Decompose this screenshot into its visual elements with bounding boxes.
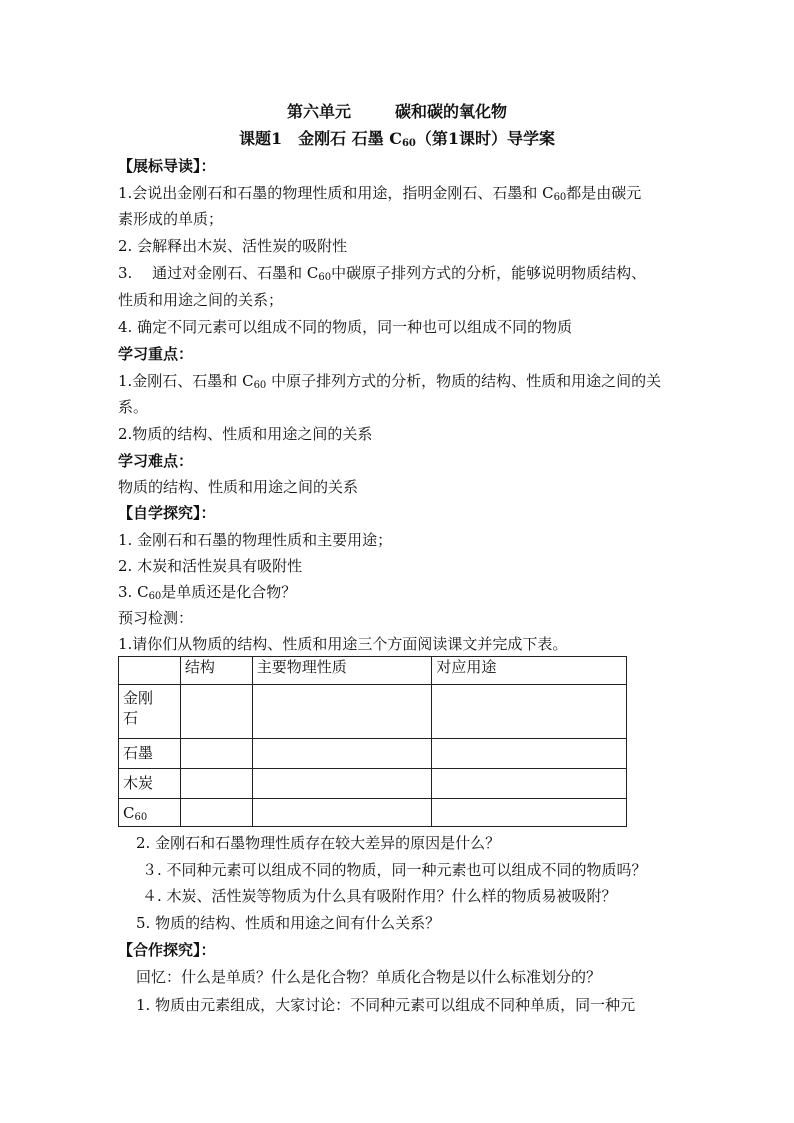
table-row-label: 石墨 [119, 739, 181, 769]
goal-2: 2. 会解释出木炭、活性炭的吸附性 [118, 237, 348, 255]
preview-check-label: 预习检测： [118, 609, 194, 627]
goal-4: 4. 确定不同元素可以组成不同的物质，同一种也可以组成不同的物质 [118, 318, 573, 336]
table-cell[interactable] [432, 769, 627, 799]
table-row-label: 木炭 [119, 769, 181, 799]
table-row [119, 799, 627, 827]
table-cell[interactable] [180, 685, 252, 739]
lesson-title-main: 课题1 金刚石 石墨 C [238, 129, 402, 148]
table-header-cell [119, 657, 181, 685]
section-hezuo: 【合作探究】： [118, 941, 216, 959]
section-nandian: 学习难点： [118, 452, 194, 470]
self-study-2: 2. 木炭和活性炭具有吸附性 [118, 557, 303, 575]
lesson-title-suffix: （第1课时）导学案 [415, 129, 556, 148]
key-point-2: 2.物质的结构、性质和用途之间的关系 [118, 425, 373, 443]
table-cell[interactable] [252, 685, 432, 739]
lesson-title [0, 128, 794, 150]
goal-1a: 1.会说出金刚石和石墨的物理性质和用途，指明金刚石、石墨和 $C_{60}$都是由碳元 [118, 184, 642, 203]
table-cell[interactable] [432, 799, 627, 827]
table-cell[interactable] [432, 739, 627, 769]
self-study-1: 1. 金刚石和石墨的物理性质和主要用途； [118, 531, 393, 549]
section-zixue: 【自学探究】： [118, 504, 216, 522]
table-cell[interactable] [180, 739, 252, 769]
table-row-label: $C_{60}$ [119, 799, 181, 827]
recall-question: 回忆：什么是单质？什么是化合物？单质化合物是以什么标准划分的？ [136, 968, 602, 986]
key-point-1a: 1.金刚石、石墨和 $C_{60}$ 中原子排列方式的分析，物质的结构、性质和用途之间的关 [118, 372, 662, 391]
table-cell[interactable] [252, 799, 432, 827]
lesson-title-sub: 60 [401, 138, 416, 149]
table-cell[interactable] [252, 739, 432, 769]
section-zhanbiao: 【展标导读】： [118, 157, 216, 175]
question-2: 2. 金刚石和石墨物理性质存在较大差异的原因是什么？ [136, 834, 501, 852]
coop-question-1: 1. 物质由元素组成，大家讨论：不同种元素可以组成不同种单质，同一种元 [136, 996, 636, 1014]
goal-3b: 性质和用途之间的关系； [118, 291, 284, 309]
table-row-label: 金刚 石 [119, 685, 181, 739]
table-header-cell: 对应用途 [432, 657, 627, 685]
table-row [119, 685, 627, 739]
unit-topic: 碳和碳的氧化物 [395, 102, 508, 121]
key-point-1b: 系。 [118, 398, 149, 416]
question-5: 5. 物质的结构、性质和用途之间有什么关系？ [136, 914, 441, 932]
unit-label: 第六单元 [286, 102, 351, 121]
table-header-row [119, 657, 627, 685]
properties-table [118, 656, 627, 827]
table-row [119, 739, 627, 769]
table-header-cell: 结构 [180, 657, 252, 685]
unit-title [0, 101, 794, 123]
preview-question-1: 1.请你们从物质的结构、性质和用途三个方面阅读课文并完成下表。 [118, 635, 568, 653]
section-zhongdian: 学习重点： [118, 345, 194, 363]
table-cell[interactable] [180, 769, 252, 799]
table-row [119, 769, 627, 799]
self-study-3: 3. $C_{60}$是单质还是化合物？ [118, 583, 297, 602]
goal-1b: 素形成的单质； [118, 210, 224, 228]
goal-3a: 3. 通过对金刚石、石墨和 $C_{60}$中碳原子排列方式的分析，能够说明物质结构、 [118, 264, 647, 283]
table-header-cell: 主要物理性质 [252, 657, 432, 685]
table-cell[interactable] [432, 685, 627, 739]
table-cell[interactable] [252, 769, 432, 799]
question-4: ４. 木炭、活性炭等物质为什么具有吸附作用？什么样的物质易被吸附？ [142, 887, 617, 905]
difficulty-1: 物质的结构、性质和用途之间的关系 [118, 478, 359, 496]
question-3: ３. 不同种元素可以组成不同的物质，同一种元素也可以组成不同的物质吗？ [142, 861, 647, 879]
table-cell[interactable] [180, 799, 252, 827]
